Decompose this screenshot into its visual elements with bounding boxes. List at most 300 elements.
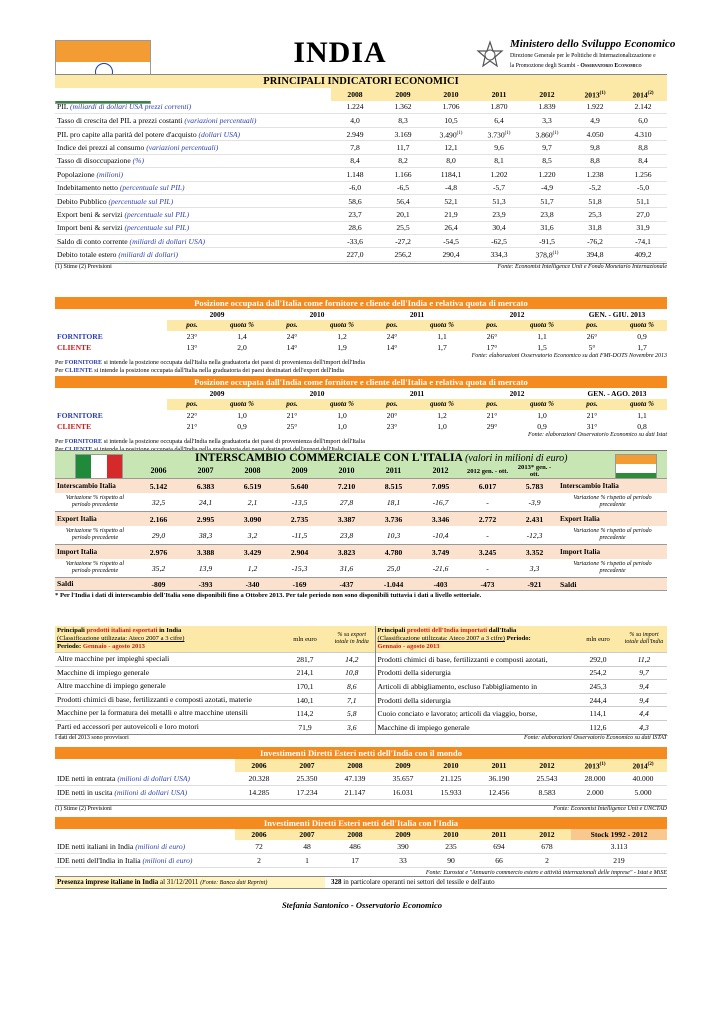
variation-label: Variazione % rispetto al periodo precedente bbox=[65, 528, 125, 541]
year-header: 2011 bbox=[409, 389, 425, 398]
imp-mln-header: mln euro bbox=[586, 635, 610, 643]
position-value: 1,0 bbox=[337, 422, 347, 431]
footnote-marker: (2) bbox=[647, 91, 654, 96]
import-product-name: Articoli di abbigliamento, escluso l'abbigliamento in bbox=[375, 680, 575, 694]
indicator-value: -5,7 bbox=[492, 183, 506, 193]
position-value: 23° bbox=[386, 422, 398, 431]
position-value: 0,9 bbox=[637, 332, 647, 341]
ide-value: 17.234 bbox=[296, 787, 318, 797]
interscambio-value: 6.383 bbox=[196, 481, 215, 491]
interscambio-footnote: * Per l'India i dati di interscambio dell'Italia sono disponibili fino a Ottobre 2013. Per tale periodo non sono disponibili tuttavia i dati a livello settoriale. bbox=[55, 592, 482, 599]
products-source: Fonte: elaborazioni Osservatorio Economico su dati ISTAT bbox=[524, 734, 667, 741]
position-value: 1,4 bbox=[237, 332, 247, 341]
subheader: quota % bbox=[617, 320, 667, 331]
indicator-unit: (%) bbox=[132, 156, 144, 166]
indicator-value: -91,5 bbox=[539, 236, 555, 246]
interscambio-value: 2.735 bbox=[290, 514, 309, 524]
year-header: 2009 bbox=[209, 310, 225, 319]
subheader-row bbox=[55, 399, 667, 410]
variation-value: 29,0 bbox=[151, 530, 166, 540]
variation-value: 25,0 bbox=[386, 563, 401, 573]
import-product-mln: 244,4 bbox=[589, 695, 607, 705]
ide-label: IDE netti italiani in India (milioni di euro) bbox=[57, 842, 186, 851]
ministry-direction: Direzione Generale per le Politiche di Internazionalizzazione e bbox=[510, 53, 656, 59]
header-blank bbox=[558, 464, 667, 479]
exp-products-header: Principali prodotti italiani esportati in India (Classificazione utilizzata: Ateco 2007 a 3 cifre) Periodo: Gennaio - agosto 2013 bbox=[57, 627, 185, 650]
interscambio-section bbox=[55, 450, 667, 600]
year-header: 2010 bbox=[338, 466, 355, 475]
interscambio-value: 2.976 bbox=[149, 547, 168, 557]
ide-value: 21.147 bbox=[344, 787, 366, 797]
subheader: quota % bbox=[517, 320, 567, 331]
year-header: 2009 bbox=[395, 760, 411, 770]
subheader-row bbox=[55, 320, 667, 331]
position-value: 23° bbox=[186, 332, 198, 341]
variation-value: 3,2 bbox=[247, 530, 258, 540]
year-header: 2011 bbox=[491, 830, 507, 839]
interscambio-value: 5.142 bbox=[149, 481, 168, 491]
indicator-value: 23,9 bbox=[492, 209, 506, 219]
indicator-value: 1.220 bbox=[538, 169, 556, 179]
position-value: 1,1 bbox=[537, 332, 547, 341]
ide-stock-value: 219 bbox=[613, 856, 625, 865]
year-header: 2010 bbox=[309, 310, 325, 319]
position-value: 1,7 bbox=[637, 343, 647, 352]
position-value: 1,1 bbox=[437, 332, 447, 341]
ide-value: 47.139 bbox=[344, 773, 366, 783]
year-header: GEN. - GIU. 2013 bbox=[588, 310, 646, 319]
ide-world-title: Investimenti Diretti Esteri netti dell'India con il mondo bbox=[55, 747, 667, 759]
indicator-value: 2.142 bbox=[634, 102, 652, 112]
indicator-value: 20,1 bbox=[396, 209, 410, 219]
export-product-name: Parti ed accessori per autoveicoli e loro motori bbox=[57, 721, 199, 731]
year-header: 2008 bbox=[347, 760, 363, 770]
variation-value: -16,7 bbox=[432, 497, 449, 507]
year-header: 2006 bbox=[150, 466, 167, 475]
interscambio-table bbox=[55, 464, 667, 591]
position-value: 1,0 bbox=[337, 411, 347, 420]
year-header: 2011 bbox=[409, 310, 425, 319]
ide-italy-source: Fonte: Eurostat e "Annuario commercio estero e attività internazionali delle imprese" - Istat e MiSE bbox=[425, 870, 667, 876]
ide-value: 36.190 bbox=[488, 773, 510, 783]
indicator-value: 28,6 bbox=[348, 223, 362, 233]
exp-pct-header: % su export totale in India bbox=[334, 632, 369, 645]
saldi-value: -403 bbox=[433, 579, 448, 589]
interscambio-year-row bbox=[55, 464, 667, 479]
subheader: pos. bbox=[567, 399, 617, 410]
pos-india-note-fornitore: Per FORNITORE si intende la posizione occupata dall'India nella graduatoria dei paesi di provenienza dell'import dell'Italia bbox=[55, 438, 365, 445]
indicator-value: 8,4 bbox=[638, 156, 648, 166]
variation-value: 32,5 bbox=[151, 497, 166, 507]
indicator-value: 9,7 bbox=[542, 143, 552, 153]
variation-label-right: Variazione % rispetto al periodo precedente bbox=[573, 528, 652, 541]
ide-value: 16.031 bbox=[392, 787, 414, 797]
ide-value: 48 bbox=[303, 842, 311, 851]
subheader: pos. bbox=[167, 320, 217, 331]
import-product-pct: 4,4 bbox=[639, 709, 649, 719]
indicator-unit: (variazioni percentuali) bbox=[146, 143, 219, 153]
indicator-row bbox=[55, 235, 667, 248]
export-product-name: Altre macchine per impieghi speciali bbox=[57, 654, 170, 663]
pos-italy-title: Posizione occupata dall'Italia come fornitore e cliente dell'India e relativa quota di mercato bbox=[55, 297, 667, 309]
indicator-value: 334,3 bbox=[490, 250, 508, 260]
pos-india-title: Posizione occupata dall'India come fornitore e cliente dell'Italia e relativa quota di mercato bbox=[55, 376, 667, 388]
subheader: pos. bbox=[467, 320, 517, 331]
ide-value: 390 bbox=[397, 842, 409, 851]
position-row bbox=[55, 331, 667, 342]
indicator-value: 25,5 bbox=[396, 223, 410, 233]
indicator-value: 23,8 bbox=[540, 209, 554, 219]
indicator-value: 31,8 bbox=[588, 223, 602, 233]
year-header: 2007 bbox=[299, 830, 315, 839]
pos-italy-source: Fonte: elaborazioni Osservatorio Economico su dati FMI-DOTS Novembre 2013 bbox=[471, 353, 667, 359]
indicator-value: -76,2 bbox=[587, 236, 603, 246]
import-product-pct: 9,4 bbox=[639, 681, 649, 691]
indicator-value: 1.202 bbox=[490, 169, 508, 179]
saldi-value: -437 bbox=[339, 579, 354, 589]
year-header: 2012 bbox=[539, 89, 555, 99]
interscambio-value: 3.352 bbox=[525, 547, 544, 557]
indicator-value: 9,8 bbox=[590, 143, 600, 153]
pos-italy-note-cliente: Per CLIENTE si intende la posizione occupata dall'Italia nella graduatoria dei paesi destinatari dell'export dell'India bbox=[55, 367, 344, 374]
pos-italy-note-fornitore: Per FORNITORE si intende la posizione occupata dall'Italia nella graduatoria dei paesi di provenienza dell'import dell'India bbox=[55, 359, 365, 366]
position-value: 22° bbox=[186, 411, 198, 420]
export-product-pct: 10,8 bbox=[345, 668, 359, 678]
variation-label: Variazione % rispetto al periodo precedente bbox=[65, 495, 125, 508]
ide-value: 12.456 bbox=[488, 787, 510, 797]
import-product-name: Prodotti chimici di base, fertilizzanti e composti azotati, bbox=[375, 653, 575, 667]
subheader: pos. bbox=[267, 320, 317, 331]
ide-label: IDE netti in entrata (milioni di dollari USA) bbox=[57, 773, 191, 783]
year-header: 2009 bbox=[291, 466, 308, 475]
indicator-label: Export beni & servizi (percentuale sul PIL) bbox=[57, 209, 190, 219]
interscambio-label: Export Italia bbox=[57, 515, 97, 523]
indicator-label: PIL pro capite alla parità del potere d'acquisto (dollari USA) bbox=[57, 129, 241, 139]
indicator-label: Tasso di crescita del PIL a prezzi costanti (variazioni percentuali) bbox=[57, 116, 257, 126]
ide-label: IDE netti dell'India in Italia (milioni di euro) bbox=[57, 856, 193, 865]
export-product-name: Macchine per la formatura dei metalli e altre macchine utensili bbox=[57, 708, 248, 718]
ide-value: 694 bbox=[493, 842, 505, 851]
export-product-pct: 14,2 bbox=[345, 654, 359, 664]
subheader: quota % bbox=[317, 320, 367, 331]
indicator-value: 8,2 bbox=[398, 156, 408, 166]
export-product-mln: 140,1 bbox=[296, 695, 314, 705]
year-header: 2008 bbox=[347, 89, 363, 99]
ide-world-footnote: (1) Stime (2) Previsioni bbox=[55, 805, 112, 812]
indicator-value: 8,4 bbox=[350, 156, 360, 166]
interscambio-value: 5.783 bbox=[525, 481, 544, 491]
interscambio-row bbox=[55, 479, 667, 494]
indicator-label: Indebitamento netto (percentuale sul PIL) bbox=[57, 183, 185, 193]
indicator-value: 27,0 bbox=[636, 209, 650, 219]
indicator-value: -6,5 bbox=[396, 183, 410, 193]
ide-value: 17 bbox=[351, 856, 359, 865]
pos-india-source: Fonte: elaborazioni Osservatorio Economico su dati Istat bbox=[528, 432, 667, 438]
year-header: 2010 bbox=[443, 89, 459, 99]
interscambio-value: 3.749 bbox=[431, 547, 450, 557]
position-value: 5° bbox=[588, 343, 596, 352]
year-header: 2006 bbox=[251, 760, 267, 770]
ide-stock-value: 3.113 bbox=[610, 842, 628, 851]
interscambio-value: 3.346 bbox=[431, 514, 450, 524]
position-value: 26° bbox=[586, 332, 598, 341]
footnote-marker: (2) bbox=[647, 762, 654, 767]
header-blank bbox=[55, 759, 235, 772]
position-value: 0,9 bbox=[537, 422, 547, 431]
subheader: quota % bbox=[417, 320, 467, 331]
year-header: 2014$^{(2)}$ bbox=[632, 90, 654, 100]
pos-india-table bbox=[55, 388, 667, 432]
saldi-value: -393 bbox=[198, 579, 213, 589]
indicator-label: Debito totale estero (miliardi di dollari) bbox=[57, 250, 179, 260]
indicator-value: 4,0 bbox=[350, 116, 360, 126]
saldi-row bbox=[55, 578, 667, 591]
indicators-source: Fonte: Economist Intelligence Unit e Fondo Monetario Internazionale bbox=[497, 264, 667, 270]
pos-italy-section bbox=[55, 297, 667, 375]
position-value: 1,5 bbox=[537, 343, 547, 352]
variation-value: -15,3 bbox=[291, 563, 308, 573]
year-header: 2012 bbox=[539, 760, 555, 770]
presence-label: Presenza imprese italiane in India al 31/12/2011 (Fonte: Banca dati Reprint) bbox=[55, 877, 325, 888]
indicator-row bbox=[55, 248, 667, 262]
import-product-name: Prodotti della siderurgia bbox=[375, 693, 575, 707]
ide-value: 66 bbox=[495, 856, 503, 865]
saldi-value: -169 bbox=[292, 579, 307, 589]
indicator-value: 31,9 bbox=[636, 223, 650, 233]
interscambio-label-right: Import Italia bbox=[560, 547, 601, 556]
ide-unit: (milioni di euro) bbox=[135, 842, 186, 851]
year-header: 2009 bbox=[209, 389, 225, 398]
ide-world-row bbox=[55, 772, 667, 786]
saldi-value: -921 bbox=[527, 579, 542, 589]
indicator-value: 290,4 bbox=[442, 250, 460, 260]
indicator-value: 1.870 bbox=[490, 102, 508, 112]
indicator-label: PIL (miliardi di dollari USA prezzi correnti) bbox=[57, 102, 192, 112]
variation-value: 3,3 bbox=[529, 563, 540, 573]
export-product-mln: 214,1 bbox=[296, 668, 314, 678]
indicator-value: 1.224 bbox=[346, 102, 364, 112]
interscambio-value: 3.429 bbox=[243, 547, 262, 557]
import-product-name: Cuoio conciato e lavorato; articoli da viaggio, borse, bbox=[375, 707, 575, 721]
ide-value: 20.328 bbox=[248, 773, 270, 783]
saldi-value: -809 bbox=[151, 579, 166, 589]
position-value: 21° bbox=[286, 411, 298, 420]
year-row bbox=[55, 388, 667, 399]
subheader: quota % bbox=[317, 399, 367, 410]
ide-world-section bbox=[55, 747, 667, 812]
indicator-value: -5,0 bbox=[636, 183, 650, 193]
indicator-value: 3,3 bbox=[542, 116, 552, 126]
saldi-label-right: Saldi bbox=[560, 579, 577, 589]
header-blank bbox=[55, 829, 235, 840]
import-product-mln: 254,2 bbox=[589, 668, 607, 678]
indicator-value: 227,0 bbox=[346, 250, 364, 260]
year-header: 2009 bbox=[395, 830, 411, 839]
indicator-label: Saldo di conto corrente (miliardi di dollari USA) bbox=[57, 236, 205, 246]
ide-world-source: Fonte: Economist Intelligence Unit e UNCTAD bbox=[553, 805, 667, 812]
indicator-row bbox=[55, 127, 667, 141]
variation-value: - bbox=[486, 530, 489, 540]
indicator-value: 26,4 bbox=[444, 223, 458, 233]
position-value: 2,0 bbox=[237, 343, 247, 352]
position-value: 1,0 bbox=[537, 411, 547, 420]
import-product-mln: 114,1 bbox=[589, 709, 607, 719]
position-value: 0,8 bbox=[637, 422, 647, 431]
variation-value: 35,2 bbox=[151, 563, 166, 573]
indicators-section bbox=[55, 74, 667, 270]
variation-value: -13,5 bbox=[291, 497, 308, 507]
year-header: 2007 bbox=[197, 466, 214, 475]
indicator-unit: (percentuale sul PIL) bbox=[124, 223, 190, 233]
indicator-value: 12,1 bbox=[444, 143, 458, 153]
indicator-value: 2.949 bbox=[346, 129, 364, 139]
subheader: quota % bbox=[417, 399, 467, 410]
interscambio-value: 2.166 bbox=[149, 514, 168, 524]
product-row bbox=[55, 666, 667, 680]
indicator-value: 1184,1 bbox=[440, 169, 462, 179]
variation-label-right: Variazione % rispetto al periodo precedente bbox=[573, 561, 652, 574]
ide-value: 2.000 bbox=[586, 787, 604, 797]
year-header: 2013$^{(1)}$ bbox=[584, 761, 606, 771]
indicator-unit: (percentuale sul PIL) bbox=[124, 209, 190, 219]
interscambio-value: 2.431 bbox=[525, 514, 544, 524]
position-value: 14° bbox=[386, 343, 398, 352]
period-header: 2013* gen. - ott. bbox=[517, 464, 552, 478]
interscambio-value: 8.515 bbox=[384, 481, 403, 491]
indicator-value: 51,1 bbox=[636, 196, 650, 206]
position-value: 31° bbox=[586, 422, 598, 431]
ide-world-row bbox=[55, 785, 667, 799]
variation-row bbox=[55, 526, 667, 545]
ide-value: 486 bbox=[349, 842, 361, 851]
country-title: INDIA bbox=[293, 36, 387, 69]
interscambio-value: 6.017 bbox=[478, 481, 497, 491]
year-header: 2007 bbox=[299, 760, 315, 770]
import-product-name: Macchine di impiego generale bbox=[375, 720, 575, 733]
saldi-value: -473 bbox=[480, 579, 495, 589]
indicator-value: 394,8 bbox=[586, 250, 604, 260]
position-value: 13° bbox=[186, 343, 198, 352]
position-value: 29° bbox=[486, 422, 498, 431]
interscambio-value: 7.210 bbox=[337, 481, 356, 491]
year-header: 2012 bbox=[539, 830, 555, 839]
indicator-value: 8,1 bbox=[494, 156, 504, 166]
indicator-value: -62,5 bbox=[491, 236, 507, 246]
indicator-value: 51,3 bbox=[492, 196, 506, 206]
position-value: 0,9 bbox=[237, 422, 247, 431]
import-product-pct: 9,7 bbox=[639, 668, 649, 678]
indicator-row bbox=[55, 221, 667, 234]
indicator-value: -4,9 bbox=[540, 183, 554, 193]
position-value: 1,7 bbox=[437, 343, 447, 352]
indicator-unit: (miliardi di dollari) bbox=[118, 250, 179, 260]
subheader: pos. bbox=[167, 399, 217, 410]
period-header: 2012 gen. - ott. bbox=[466, 467, 509, 475]
exp-mln-header: mln euro bbox=[293, 635, 317, 643]
ministry-name: Ministero dello Sviluppo Economico bbox=[510, 38, 676, 50]
header-blank bbox=[55, 88, 331, 101]
indicator-value: 1.256 bbox=[634, 169, 652, 179]
position-label: CLIENTE bbox=[57, 422, 92, 431]
subheader: pos. bbox=[267, 399, 317, 410]
ide-value: 72 bbox=[255, 842, 263, 851]
ide-unit: (milioni di euro) bbox=[142, 856, 193, 865]
variation-value: -21,6 bbox=[432, 563, 449, 573]
header-blank bbox=[55, 320, 167, 331]
position-label: FORNITORE bbox=[57, 411, 103, 420]
variation-value: 31,6 bbox=[339, 563, 354, 573]
position-value: 21° bbox=[186, 422, 198, 431]
product-row bbox=[55, 693, 667, 707]
indicator-value: 4.310 bbox=[634, 129, 652, 139]
footnote-marker: (1) bbox=[552, 130, 559, 136]
ide-value: 28.000 bbox=[584, 773, 606, 783]
position-row bbox=[55, 342, 667, 353]
ide-world-table bbox=[55, 759, 667, 800]
products-table bbox=[55, 626, 667, 734]
ide-value: 25.350 bbox=[296, 773, 318, 783]
ide-value: 5.000 bbox=[634, 787, 652, 797]
year-header: 2009 bbox=[395, 89, 411, 99]
variation-value: -10,4 bbox=[432, 530, 449, 540]
indicator-value: -4,8 bbox=[444, 183, 458, 193]
indicator-value: 8,5 bbox=[542, 156, 552, 166]
presence-value: 328 in particolare operanti nei settori del tessile e dell'auto bbox=[331, 878, 495, 886]
indicators-footnote: (1) Stime (2) Previsioni bbox=[55, 264, 112, 270]
indicator-label: Debito Pubblico (percentuale sul PIL) bbox=[57, 196, 174, 206]
import-product-pct: 11,2 bbox=[637, 654, 651, 664]
variation-value: -12,3 bbox=[526, 530, 543, 540]
export-product-pct: 7,1 bbox=[347, 695, 357, 705]
indicator-value: 409,2 bbox=[634, 250, 652, 260]
ide-value: 8.583 bbox=[538, 787, 556, 797]
position-value: 21° bbox=[586, 411, 598, 420]
ide-value: 678 bbox=[541, 842, 553, 851]
interscambio-value: 4.780 bbox=[384, 547, 403, 557]
saldi-label: Saldi bbox=[57, 579, 74, 588]
import-product-pct: 4,3 bbox=[639, 722, 649, 732]
ide-label: IDE netti in uscita (milioni di dollari USA) bbox=[57, 787, 188, 797]
ide-unit: (milioni di dollari USA) bbox=[117, 773, 191, 783]
interscambio-value: 3.245 bbox=[478, 547, 497, 557]
indicator-value: -33,6 bbox=[347, 236, 363, 246]
interscambio-value: 7.095 bbox=[431, 481, 450, 491]
variation-value: 38,3 bbox=[198, 530, 213, 540]
position-value: 21° bbox=[486, 411, 498, 420]
position-value: 1,0 bbox=[437, 422, 447, 431]
year-header: 2011 bbox=[491, 760, 507, 770]
subheader: quota % bbox=[217, 399, 267, 410]
subheader: quota % bbox=[517, 399, 567, 410]
indicator-value: 11,7 bbox=[396, 143, 410, 153]
subheader: pos. bbox=[467, 399, 517, 410]
position-label: CLIENTE bbox=[57, 343, 92, 352]
indicator-value: 58,6 bbox=[348, 196, 362, 206]
ide-italy-title: Investimenti Diretti Esteri netti dell'Italia con l'India bbox=[55, 817, 667, 829]
indicator-value: 6,0 bbox=[638, 116, 648, 126]
variation-value: 10,3 bbox=[386, 530, 401, 540]
import-product-pct: 9,4 bbox=[639, 695, 649, 705]
subheader: pos. bbox=[567, 320, 617, 331]
year-header: 2010 bbox=[443, 830, 459, 839]
variation-value: 2,1 bbox=[247, 497, 258, 507]
indicators-table bbox=[55, 88, 667, 262]
interscambio-value: 3.090 bbox=[243, 514, 262, 524]
subheader: pos. bbox=[367, 320, 417, 331]
position-row bbox=[55, 421, 667, 432]
interscambio-value: 5.640 bbox=[290, 481, 309, 491]
year-header: 2010 bbox=[443, 760, 459, 770]
